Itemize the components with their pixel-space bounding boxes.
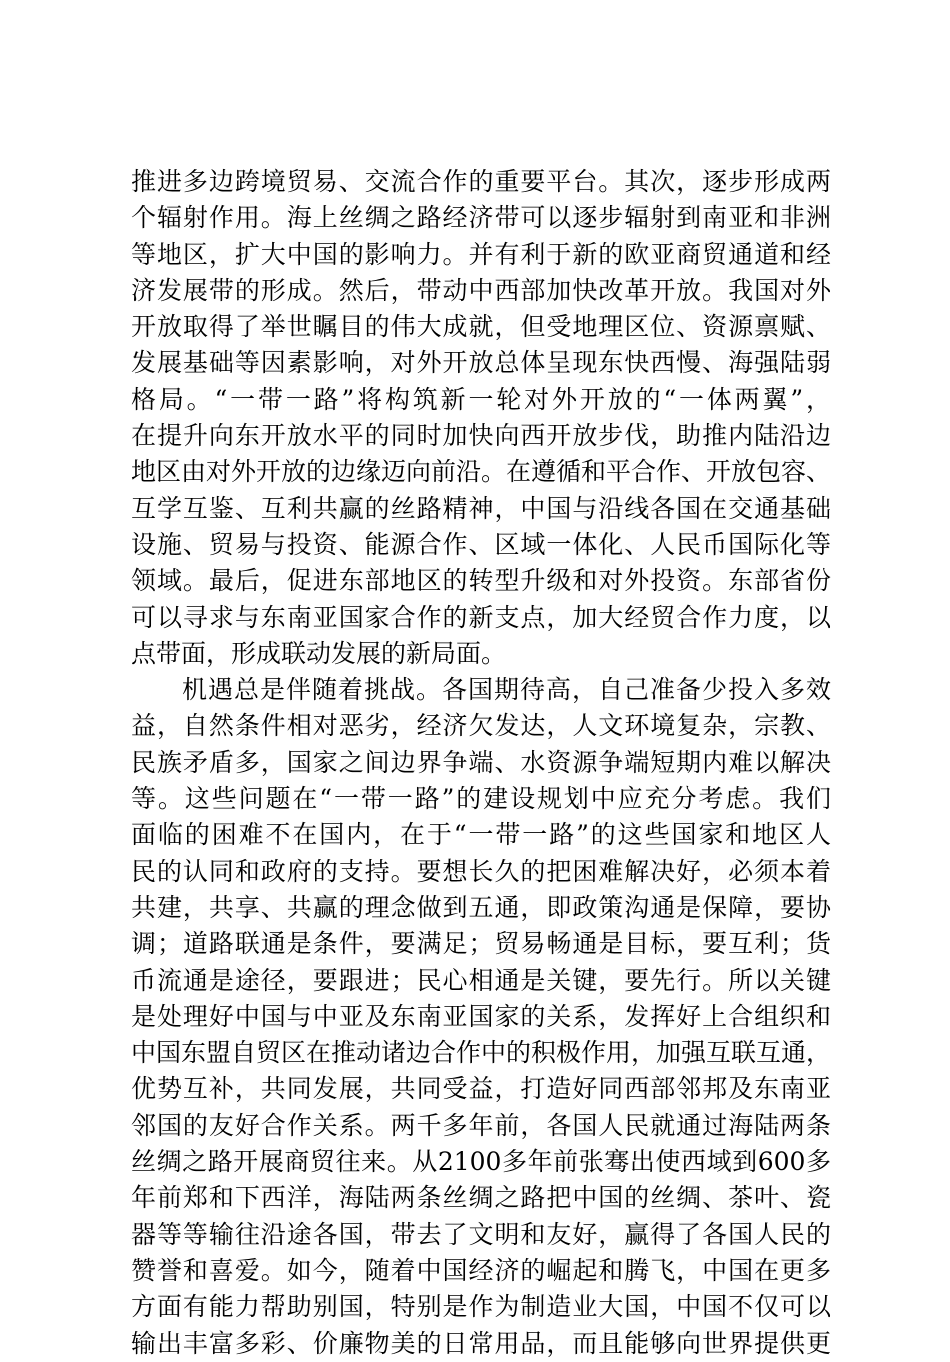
text-line: 调；道路联通是条件，要满足；贸易畅通是目标，要互利；货 (131, 929, 831, 959)
text-line: 开放取得了举世瞩目的伟大成就，但受地理区位、资源禀赋、 (131, 312, 831, 342)
text-line: 方面有能力帮助别国，特别是作为制造业大国，中国不仅可以 (131, 1292, 831, 1322)
text-line: 民族矛盾多，国家之间边界争端、水资源争端短期内难以解决 (131, 747, 831, 777)
text-line: 币流通是途径，要跟进；民心相通是关键，要先行。所以关键 (131, 965, 831, 995)
text-line: 推进多边跨境贸易、交流合作的重要平台。其次，逐步形成两 (131, 167, 831, 196)
text-line: 可以寻求与东南亚国家合作的新支点，加大经贸合作力度，以 (131, 602, 831, 632)
text-line: 民的认同和政府的支持。要想长久的把困难解决好，必须本着 (131, 856, 831, 886)
text-line: 等地区，扩大中国的影响力。并有利于新的欧亚商贸通道和经 (131, 239, 831, 269)
paragraph-start-line: 机遇总是伴随着挑战。各国期待高，自己准备少投入多效 (182, 675, 831, 705)
text-line: 地区由对外开放的边缘迈向前沿。在遵循和平合作、开放包容、 (131, 457, 832, 487)
text-line: 格局。“一带一路”将构筑新一轮对外开放的“一体两翼”， (131, 384, 831, 414)
text-line: 丝绸之路开展商贸往来。从2100多年前张骞出使西域到600多 (131, 1147, 831, 1177)
text-line: 共建，共享、共赢的理念做到五通，即政策沟通是保障，要协 (131, 892, 831, 922)
text-line: 年前郑和下西洋，海陆两条丝绸之路把中国的丝绸、茶叶、瓷 (131, 1183, 831, 1213)
body-text (131, 164, 831, 1362)
text-line: 济发展带的形成。然后，带动中西部加快改革开放。我国对外 (131, 275, 831, 305)
text-line: 发展基础等因素影响，对外开放总体呈现东快西慢、海强陆弱 (131, 348, 831, 378)
text-line: 互学互鉴、互利共赢的丝路精神，中国与沿线各国在交通基础 (131, 493, 831, 523)
text-line: 等。这些问题在“一带一路”的建设规划中应充分考虑。我们 (131, 784, 831, 814)
text-line: 个辐射作用。海上丝绸之路经济带可以逐步辐射到南亚和非洲 (131, 203, 831, 233)
paragraph-end-line: 点带面，形成联动发展的新局面。 (131, 638, 507, 668)
text-line: 面临的困难不在国内，在于“一带一路”的这些国家和地区人 (131, 820, 831, 850)
text-line: 设施、贸易与投资、能源合作、区域一体化、人民币国际化等 (131, 529, 831, 559)
text-line: 邻国的友好合作关系。两千多年前，各国人民就通过海陆两条 (131, 1110, 831, 1140)
text-line: 优势互补，共同发展，共同受益，打造好同西部邻邦及东南亚 (131, 1074, 831, 1104)
text-line: 领域。最后，促进东部地区的转型升级和对外投资。东部省份 (131, 566, 831, 596)
text-line: 在提升向东开放水平的同时加快向西开放步伐，助推内陆沿边 (131, 421, 831, 451)
text-line: 输出丰富多彩、价廉物美的日常用品，而且能够向世界提供更 (131, 1328, 831, 1358)
text-line: 中国东盟自贸区在推动诸边合作中的积极作用，加强互联互通， (131, 1038, 832, 1068)
text-line: 是处理好中国与中亚及东南亚国家的关系，发挥好上合组织和 (131, 1001, 831, 1031)
text-line: 赞誉和喜爱。如今，随着中国经济的崛起和腾飞，中国在更多 (131, 1255, 831, 1285)
text-line: 器等等输往沿途各国，带去了文明和友好，赢得了各国人民的 (131, 1219, 831, 1249)
text-line: 益，自然条件相对恶劣，经济欠发达，人文环境复杂，宗教、 (131, 711, 831, 741)
